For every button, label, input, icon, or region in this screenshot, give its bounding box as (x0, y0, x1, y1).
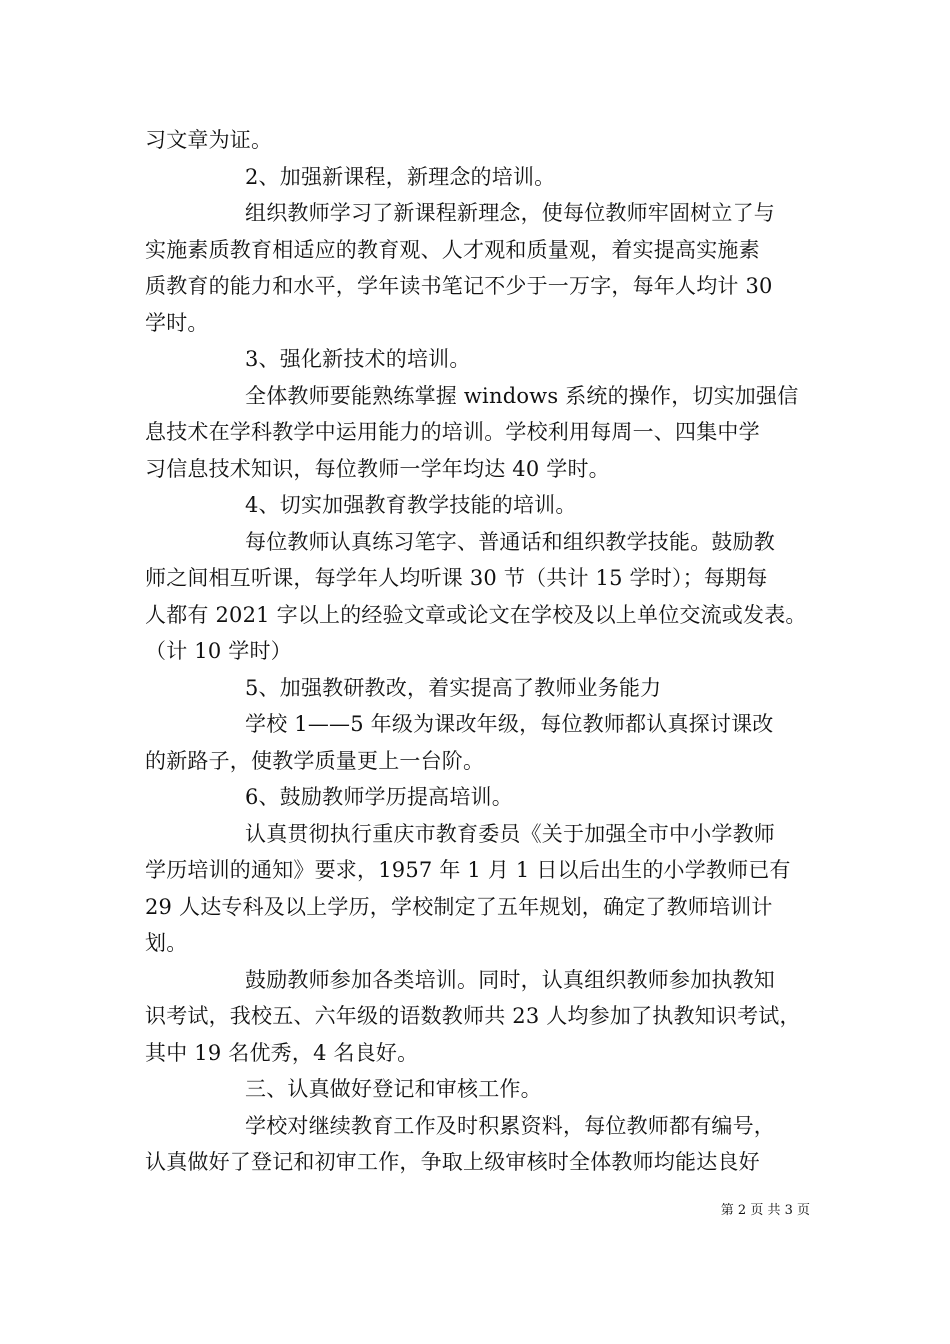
paragraph-line: 质教育的能力和水平，学年读书笔记不少于一万字，每年人均计 30 (145, 274, 773, 298)
paragraph-line: 组织教师学习了新课程新理念，使每位教师牢固树立了与 (245, 201, 775, 225)
paragraph-line: 的新路子，使教学质量更上一台阶。 (145, 748, 485, 773)
paragraph-line: 习文章为证。 (145, 128, 273, 152)
document-body (145, 122, 810, 1181)
page-number: 第 2 页 共 3 页 (720, 1203, 810, 1218)
paragraph-line: 划。 (145, 931, 188, 955)
section-heading-5: 5、加强教研教改，着实提高了教师业务能力 (245, 675, 662, 700)
section-heading-6: 6、鼓励教师学历提高培训。 (245, 785, 513, 809)
paragraph-line: 息技术在学科教学中运用能力的培训。学校利用每周一、四集中学 (145, 420, 760, 444)
paragraph-line: 师之间相互听课，每学年人均听课 30 节（共计 15 学时）；每期每 (145, 566, 768, 590)
paragraph-line: 全体教师要能熟练掌握 windows 系统的操作，切实加强信 (245, 383, 799, 408)
paragraph-line: 人都有 2021 字以上的经验文章或论文在学校及以上单位交流或发表。 (145, 602, 807, 627)
paragraph-line: 学历培训的通知》要求，1957 年 1 月 1 日以后出生的小学教师已有 (145, 858, 791, 882)
paragraph-line: 其中 19 名优秀，4 名良好。 (145, 1040, 419, 1065)
paragraph-line: 每位教师认真练习笔字、普通话和组织教学技能。鼓励教 (245, 529, 775, 554)
paragraph-line: 认真贯彻执行重庆市教育委员《关于加强全市中小学教师 (245, 821, 775, 846)
section-heading-2: 2、加强新课程，新理念的培训。 (245, 164, 556, 189)
paragraph-line: 学校 1——5 年级为课改年级，每位教师都认真探讨课改 (245, 712, 774, 736)
section-heading-4: 4、切实加强教育教学技能的培训。 (245, 493, 577, 517)
paragraph-line: 实施素质教育相适应的教育观、人才观和质量观，着实提高实施素 (145, 237, 760, 262)
paragraph-line: 鼓励教师参加各类培训。同时，认真组织教师参加执教知 (245, 967, 775, 992)
paragraph-line: 习信息技术知识，每位教师一学年均达 40 学时。 (145, 456, 610, 481)
paragraph-line: 学校对继续教育工作及时积累资料，每位教师都有编号， (245, 1113, 775, 1138)
paragraph-line: 认真做好了登记和初审工作，争取上级审核时全体教师均能达良好 (145, 1150, 760, 1174)
paragraph-line: （计 10 学时） (145, 639, 292, 663)
paragraph-line: 识考试，我校五、六年级的语数教师共 23 人均参加了执教知识考试， (145, 1004, 801, 1028)
paragraph-line: 29 人达专科及以上学历，学校制定了五年规划，确定了教师培训计 (145, 894, 773, 919)
section-heading-three: 三、认真做好登记和审核工作。 (245, 1077, 542, 1101)
paragraph-line: 学时。 (145, 310, 209, 335)
section-heading-3: 3、强化新技术的培训。 (245, 347, 471, 371)
